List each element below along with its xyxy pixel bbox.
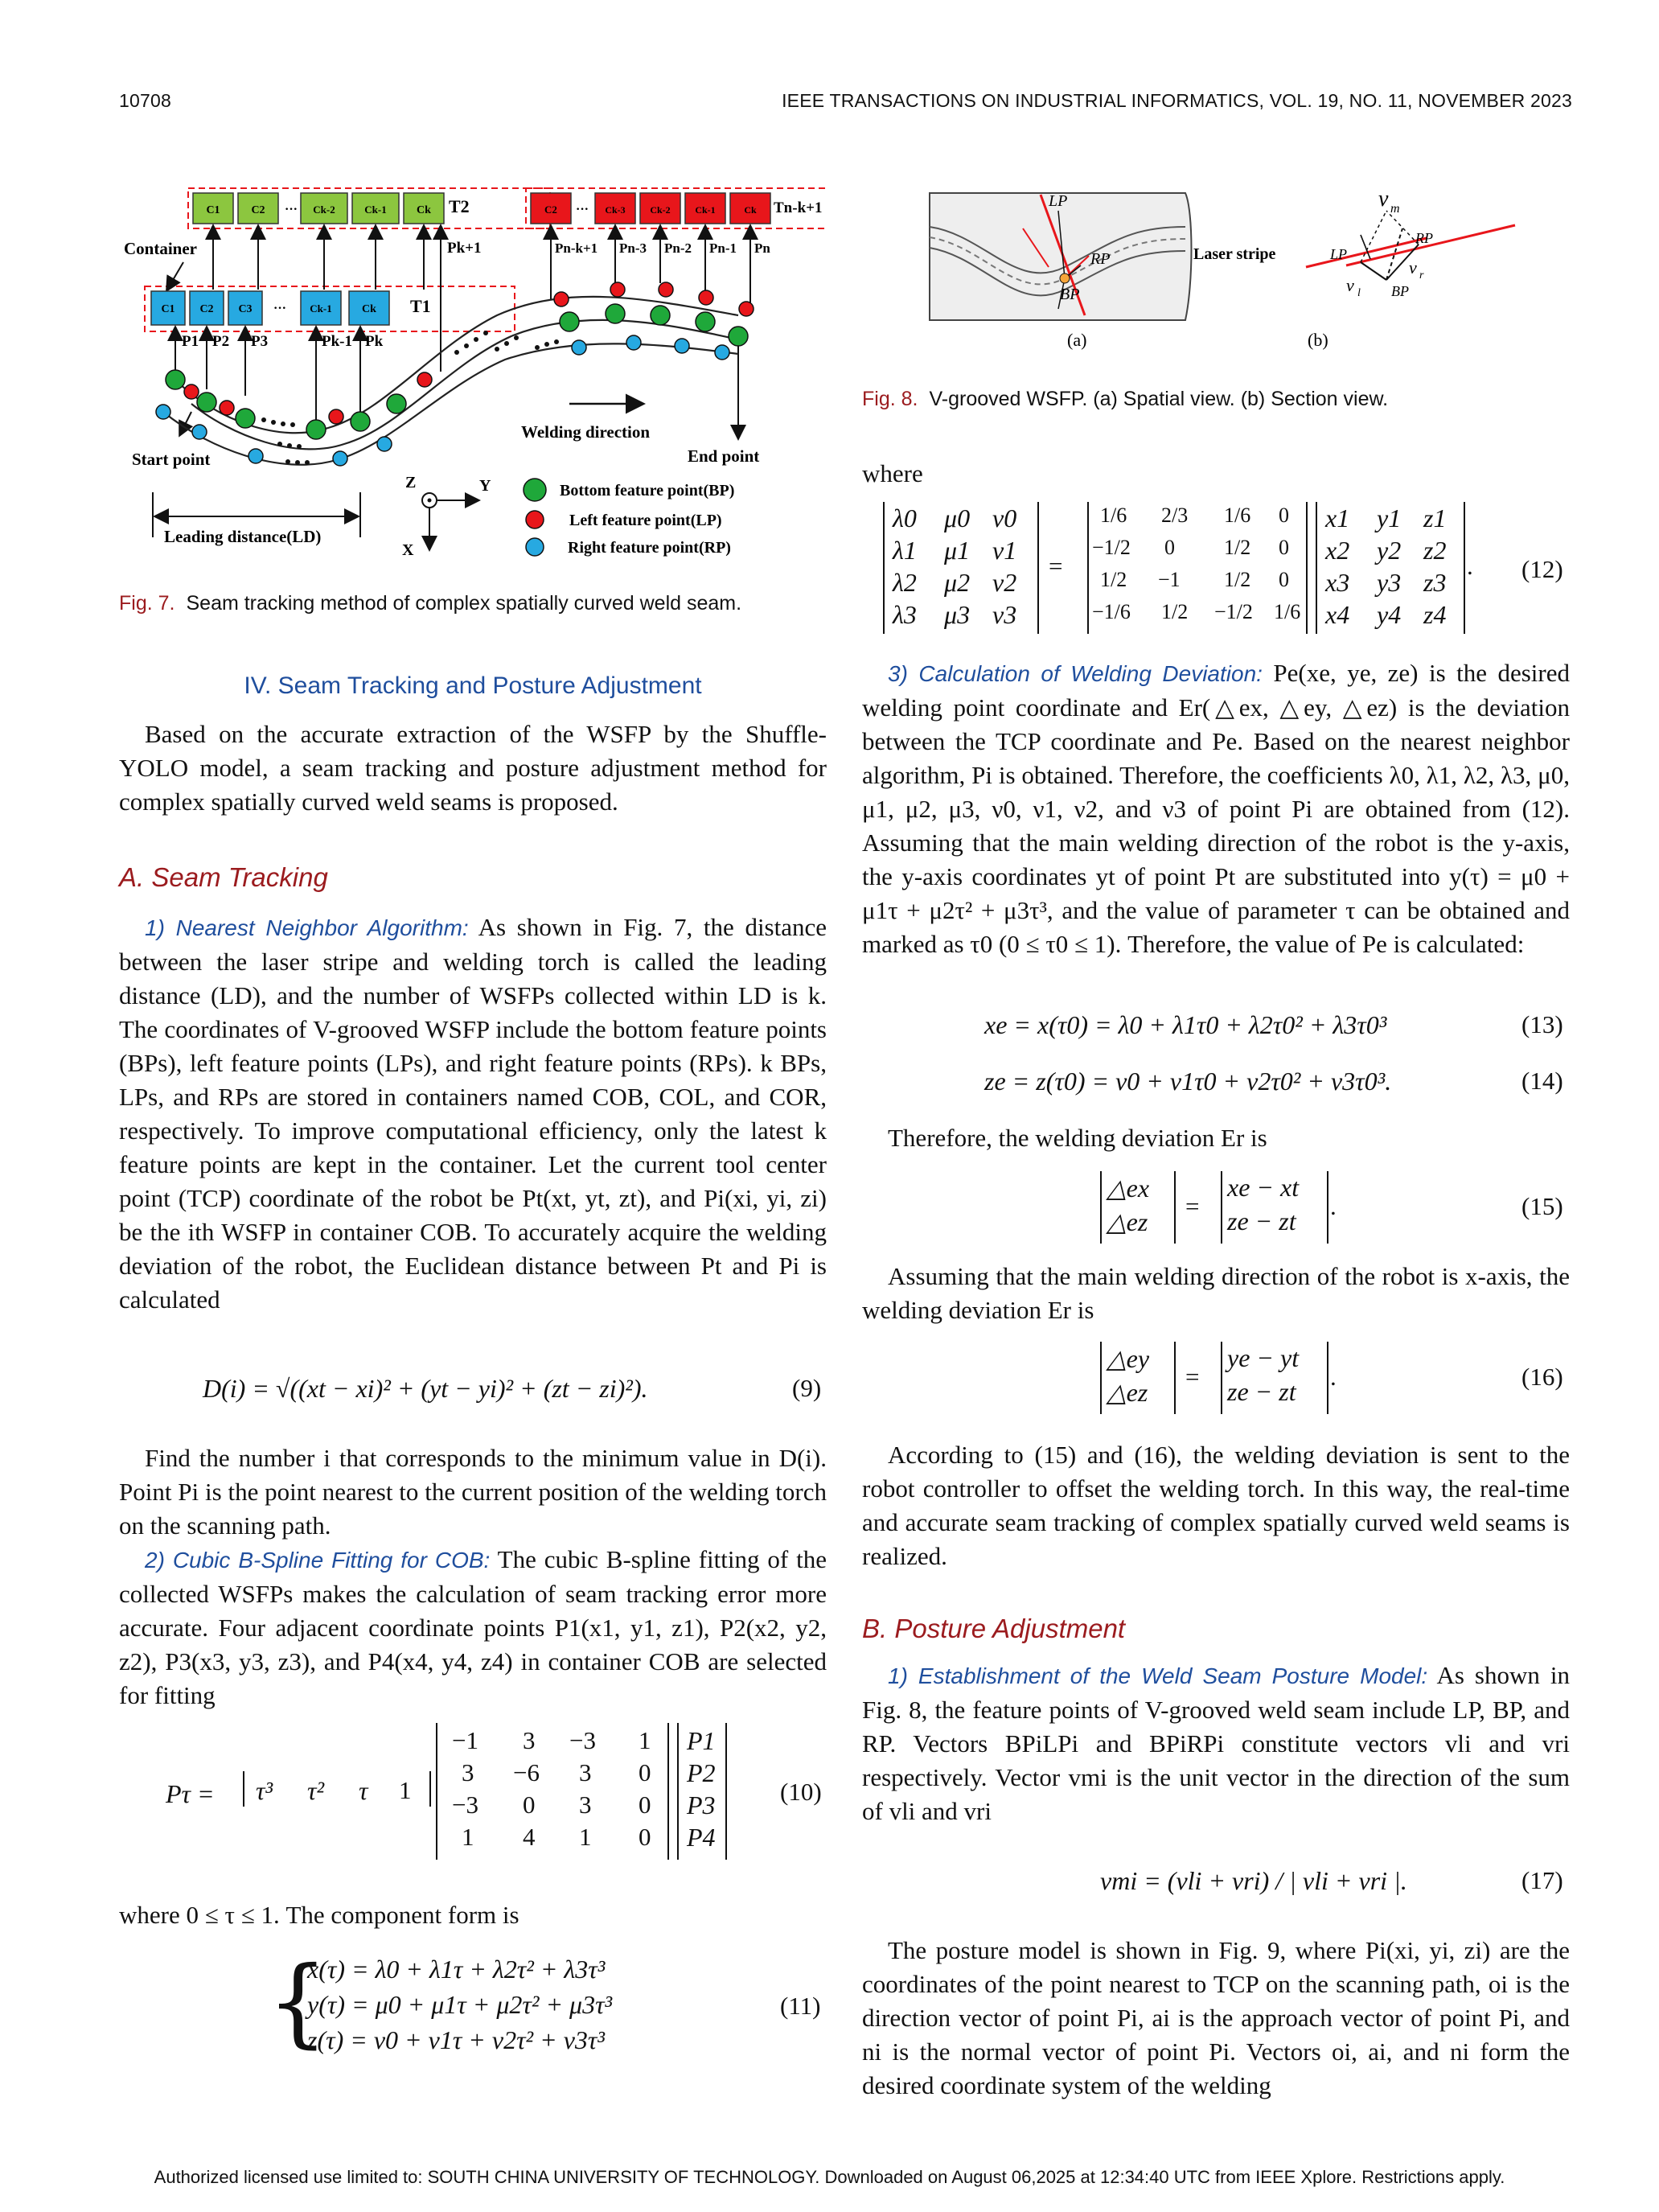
container-label: Container xyxy=(124,239,197,258)
right-p4 xyxy=(862,1659,1570,1828)
t1-tag: T1 xyxy=(410,296,431,316)
eq17: vmi = (vli + vri) / | vli + vri |. xyxy=(1100,1866,1407,1895)
right-according xyxy=(862,1438,1570,1573)
svg-text:···: ··· xyxy=(576,203,589,216)
fig8-sub-b: (b) xyxy=(1308,330,1328,350)
tnk1-tag: Tn-k+1 xyxy=(774,199,823,216)
according-text: According to (15) and (16), the welding deviation is sent to the robot controller to offset the welding torch. In this way, the real-time and accurate seam tracking of complex spatially curved weld seams is realized. xyxy=(862,1441,1570,1570)
fig8b-lp: LP xyxy=(1330,246,1348,262)
subsection-a: A. Seam Tracking xyxy=(119,862,328,892)
fig8-caption xyxy=(862,388,1388,411)
eq10-num: (10) xyxy=(780,1778,822,1806)
t2-tag: T2 xyxy=(449,196,470,216)
figure-7 xyxy=(119,179,827,573)
p1-head: 1) Nearest Neighbor Algorithm: xyxy=(145,915,469,940)
right-where xyxy=(862,457,1570,491)
left-col-p1b xyxy=(119,1441,827,1712)
journal-header: IEEE TRANSACTIONS ON INDUSTRIAL INFORMATICS, VOL. 19, NO. 11, NOVEMBER 2023 xyxy=(782,90,1572,111)
assume-x-text: Assuming that the main welding direction of the robot is x-axis, the welding deviation Er is xyxy=(862,1262,1570,1324)
end-point: End point xyxy=(688,446,760,466)
fig8-sub-a: (a) xyxy=(1067,330,1087,350)
p-label: P3 xyxy=(251,333,269,350)
fig7-caption xyxy=(119,592,741,615)
p3-text: Pe(xe, ye, ze) is the desired welding point coordinate and Er(△ex, △ey, △ez) is the deviation between the TCP coordinate and Pe. Based on the nearest neighbor algorithm, Pi is obtained. Therefore, the coefficients λ0, λ1, λ2, λ3, μ0, μ1, μ2, μ3, ν0, ν1, ν2, and ν3 of point Pi are obtained from (12). Assuming that the main welding direction of the robot is the y-axis, the y-axis coordinates yt of point Pt are substituted into y(τ) = μ0 + μ1τ + μ2τ² + μ3τ³, and the value of parameter τ can be obtained and marked as τ0 (0 ≤ τ0 ≤ 1). Therefore, the value of Pe is calculated: xyxy=(862,659,1570,958)
fig7-caption-text: Seam tracking method of complex spatially curved weld seam. xyxy=(186,592,742,615)
eq11-brace: { xyxy=(267,1947,329,2058)
therefore-text: Therefore, the welding deviation Er is xyxy=(888,1124,1267,1152)
license-footer: Authorized licensed use limited to: SOUTH CHINA UNIVERSITY OF TECHNOLOGY. Downloaded on August 06,2025 at 12:34:40 UTC from IEEE Xplore. Restrictions apply. xyxy=(154,2167,1505,2187)
p-label: Pk xyxy=(365,333,384,350)
blue-points xyxy=(156,335,729,466)
fig8b-vl: v xyxy=(1346,275,1354,295)
seam-point-a xyxy=(1060,273,1070,283)
eq12-num: (12) xyxy=(1521,555,1563,583)
p5-text: The posture model is shown in Fig. 9, where Pi(xi, yi, zi) are the coordinates of the point nearest to TCP on the scanning path, oi is the direction vector of point Pi, ai is the approach vector of point Pi, and ni is the normal vector of point Pi. Vectors oi, ai, and ni form the desired coordinate system of the welding xyxy=(862,1936,1570,2099)
p2-text: The cubic B-spline fitting of the collected WSFPs makes the calculation of seam tracking error more accurate. Four adjacent coordinate points P1(x1, y1, z1), P2(x2, y2, z2), P3(x3, y3, z3), and P4(x4, y4, z4) in container COB are selected for fitting xyxy=(119,1545,827,1709)
tr-box-label: Ck xyxy=(744,204,757,216)
p-label: Pn-k+1 xyxy=(555,241,598,256)
fig8-label: Fig. 8. xyxy=(862,388,918,410)
p4-head: 1) Establishment of the Weld Seam Posture Model: xyxy=(888,1663,1428,1688)
eq14-num: (14) xyxy=(1521,1067,1563,1095)
fig8a-lp: LP xyxy=(1049,192,1068,210)
legend-rp: Right feature point(RP) xyxy=(568,539,731,557)
p-label: Pk+1 xyxy=(447,240,482,257)
p4-text: As shown in Fig. 8, the feature points of V-grooved weld seam include LP, BP, and RP. Vectors BPiLPi and BPiRPi constitute vectors vli and vri respectively. Vector vmi is the unit vector in the direction of the sum of vli and vri xyxy=(862,1661,1570,1825)
eq10-matrix: −1 3 −3 1 3 −6 3 0 −3 0 3 0 1 4 1 0 xyxy=(436,1723,669,1860)
eq15: △ex △ez = xe − xt ze − zt . xyxy=(1100,1171,1341,1248)
eq12-mid: 1/6 2/3 1/6 0 −1/2 0 1/2 0 1/2 −1 1/2 0 −1/6 1/2 −1/2 1/6 xyxy=(1087,502,1308,634)
eq13: xe = x(τ0) = λ0 + λ1τ0 + λ2τ0² + λ3τ0³ xyxy=(984,1010,1387,1039)
fig8b-vm: v xyxy=(1378,187,1389,212)
fig8a-rp: RP xyxy=(1090,250,1111,268)
right-p3 xyxy=(862,656,1570,961)
tl-box-label: C1 xyxy=(206,204,220,216)
eq11: { x(τ) = λ0 + λ1τ + λ2τ² + λ3τ³ y(τ) = μ0 + μ1τ + μ2τ² + μ3τ³ z(τ) = ν0 + ν1τ + ν2τ² + ν3τ³ xyxy=(267,1947,613,2058)
eq9-num: (9) xyxy=(792,1374,822,1402)
fig8b-rp: RP xyxy=(1415,230,1433,246)
mid-box-label: C2 xyxy=(199,303,214,315)
where-text: where xyxy=(862,459,923,487)
p-label: P2 xyxy=(212,333,230,350)
fig8b-bp: BP xyxy=(1391,283,1409,299)
intro-paragraph: Based on the accurate extraction of the WSFP by the Shuffle-YOLO model, a seam tracking and posture adjustment method for complex spatially curved weld seams is proposed. xyxy=(119,720,827,816)
eq14: ze = z(τ0) = ν0 + ν1τ0 + ν2τ0² + ν3τ0³. xyxy=(984,1067,1392,1096)
eq9: D(i) = √((xt − xi)² + (yt − yi)² + (zt − zi)²). xyxy=(203,1374,648,1403)
legend-bp: Bottom feature point(BP) xyxy=(560,482,735,500)
leading-distance: Leading distance(LD) xyxy=(164,527,322,546)
top-left-boxes xyxy=(193,193,444,224)
fig8-caption-text: V-grooved WSFP. (a) Spatial view. (b) Section view. xyxy=(929,388,1389,410)
right-therefore xyxy=(862,1121,1570,1155)
tl-box-label: Ck-2 xyxy=(313,204,335,216)
dotted-gaps xyxy=(261,331,559,465)
laser-stripe-label: Laser stripe xyxy=(1193,245,1276,263)
section-title: IV. Seam Tracking and Posture Adjustment xyxy=(244,672,702,699)
tl-box-label: Ck xyxy=(417,204,431,216)
legend-red xyxy=(526,511,544,528)
start-point: Start point xyxy=(132,450,211,469)
mid-box-label: Ck xyxy=(362,303,376,315)
left-col-top xyxy=(119,717,827,819)
p3-head: 3) Calculation of Welding Deviation: xyxy=(888,661,1263,686)
tr-box-label: Ck-2 xyxy=(650,204,671,216)
p-label: Pk-1 xyxy=(322,333,352,350)
axis-y: Y xyxy=(479,477,491,495)
fig8b-vm-sub: m xyxy=(1390,202,1400,216)
eq13-num: (13) xyxy=(1521,1010,1563,1038)
tr-box-label: Ck-3 xyxy=(605,204,626,216)
p-label: Pn-1 xyxy=(709,241,737,256)
fig8b-vl-sub: l xyxy=(1357,287,1361,299)
tr-box-label: C2 xyxy=(544,204,557,216)
eq12: λ0 μ0 ν0 λ1 μ1 ν1 λ2 μ2 ν2 λ3 μ3 ν3 = 1/6 2/3 1/6 0 −1/2 0 1/2 0 1/2 −1 1/2 0 −1/6 1/2 −1/2 1/6 x1 y1 z1 x2 y2 z2 x3 y3 z3 x4 y4 z4 . xyxy=(883,502,1567,639)
top-right-boxes xyxy=(531,193,770,224)
eq11-num: (11) xyxy=(780,1992,821,2020)
eq10-row-vector: τ³ τ² τ 1 xyxy=(243,1771,431,1807)
p-label: Pn xyxy=(754,241,770,256)
page-number: 10708 xyxy=(119,90,171,111)
figure-8 xyxy=(920,179,1587,364)
fig7-label: Fig. 7. xyxy=(119,592,175,615)
tl-box-label: C2 xyxy=(251,204,265,216)
legend-green xyxy=(524,479,546,501)
mid-box-label: C1 xyxy=(161,303,175,315)
p-label: Pn-2 xyxy=(664,241,692,256)
right-p5 xyxy=(862,1934,1570,2103)
eq17-num: (17) xyxy=(1521,1866,1563,1894)
mid-box-label: C3 xyxy=(238,303,253,315)
legend-blue xyxy=(526,538,544,556)
axis-x: X xyxy=(402,541,414,559)
mid-box-label: Ck-1 xyxy=(310,302,332,315)
eq15-num: (15) xyxy=(1521,1192,1563,1220)
axis-z: Z xyxy=(405,474,417,491)
welding-direction: Welding direction xyxy=(521,422,651,442)
right-assume xyxy=(862,1260,1570,1327)
fig8b-vr-sub: r xyxy=(1419,269,1424,282)
tl-box-label: Ck-1 xyxy=(364,204,387,216)
eq16: △ey △ez = ye − yt ze − zt . xyxy=(1100,1342,1341,1419)
legend-lp: Left feature point(LP) xyxy=(569,512,722,529)
eq16-num: (16) xyxy=(1521,1363,1563,1391)
fig7-diagram xyxy=(119,179,827,573)
fig8-diagram xyxy=(920,179,1587,364)
p-label: P1 xyxy=(182,333,199,350)
eq10-vector: P1 P2 P3 P4 xyxy=(677,1723,727,1860)
svg-text:···: ··· xyxy=(273,302,287,315)
eq12-right: x1 y1 z1 x2 y2 z2 x3 y3 z3 x4 y4 z4 xyxy=(1316,502,1465,634)
where-range: where 0 ≤ τ ≤ 1. The component form is xyxy=(119,1901,519,1929)
fig8b-vr: v xyxy=(1409,257,1417,278)
p-label: Pn-3 xyxy=(619,241,647,256)
subsection-b: B. Posture Adjustment xyxy=(862,1614,1126,1643)
eq12-left: λ0 μ0 ν0 λ1 μ1 ν1 λ2 μ2 ν2 λ3 μ3 ν3 xyxy=(883,502,1039,634)
eq10-lhs: Pτ = xyxy=(166,1779,215,1808)
p1-text: As shown in Fig. 7, the distance between the laser stripe and welding torch is called the leading distance (LD), and the number of WSFPs collected within LD is k. The coordinates of V-grooved WSFP include the bottom feature points (BPs), left feature points (LPs), and right feature points (RPs). k BPs, LPs, and RPs are stored in containers named COB, COL, and COR, respectively. To improve computational efficiency, only the latest k feature points are kept in the container. Let the current tool center point (TCP) coordinate of the robot be Pt(xt, yt, zt), and Pi(xi, yi, zi) be the ith WSFP in container COB. To accurately acquire the welding deviation of the robot, the Euclidean distance between Pt and Pi is calculated xyxy=(119,913,827,1314)
p1b: Find the number i that corresponds to the minimum value in D(i). Point Pi is the point nearest to the current position of the welding torch on the scanning path. xyxy=(119,1444,827,1540)
fig8a-bp: BP xyxy=(1060,286,1080,303)
fig7-arrows xyxy=(175,227,750,438)
tr-box-label: Ck-1 xyxy=(695,204,716,216)
ellipsis: ··· xyxy=(285,203,298,216)
mid-boxes xyxy=(151,291,389,325)
left-col-p1 xyxy=(119,911,827,1317)
p2-head: 2) Cubic B-Spline Fitting for COB: xyxy=(145,1548,491,1573)
left-col-range xyxy=(119,1898,827,1932)
eq10 xyxy=(166,1721,777,1866)
